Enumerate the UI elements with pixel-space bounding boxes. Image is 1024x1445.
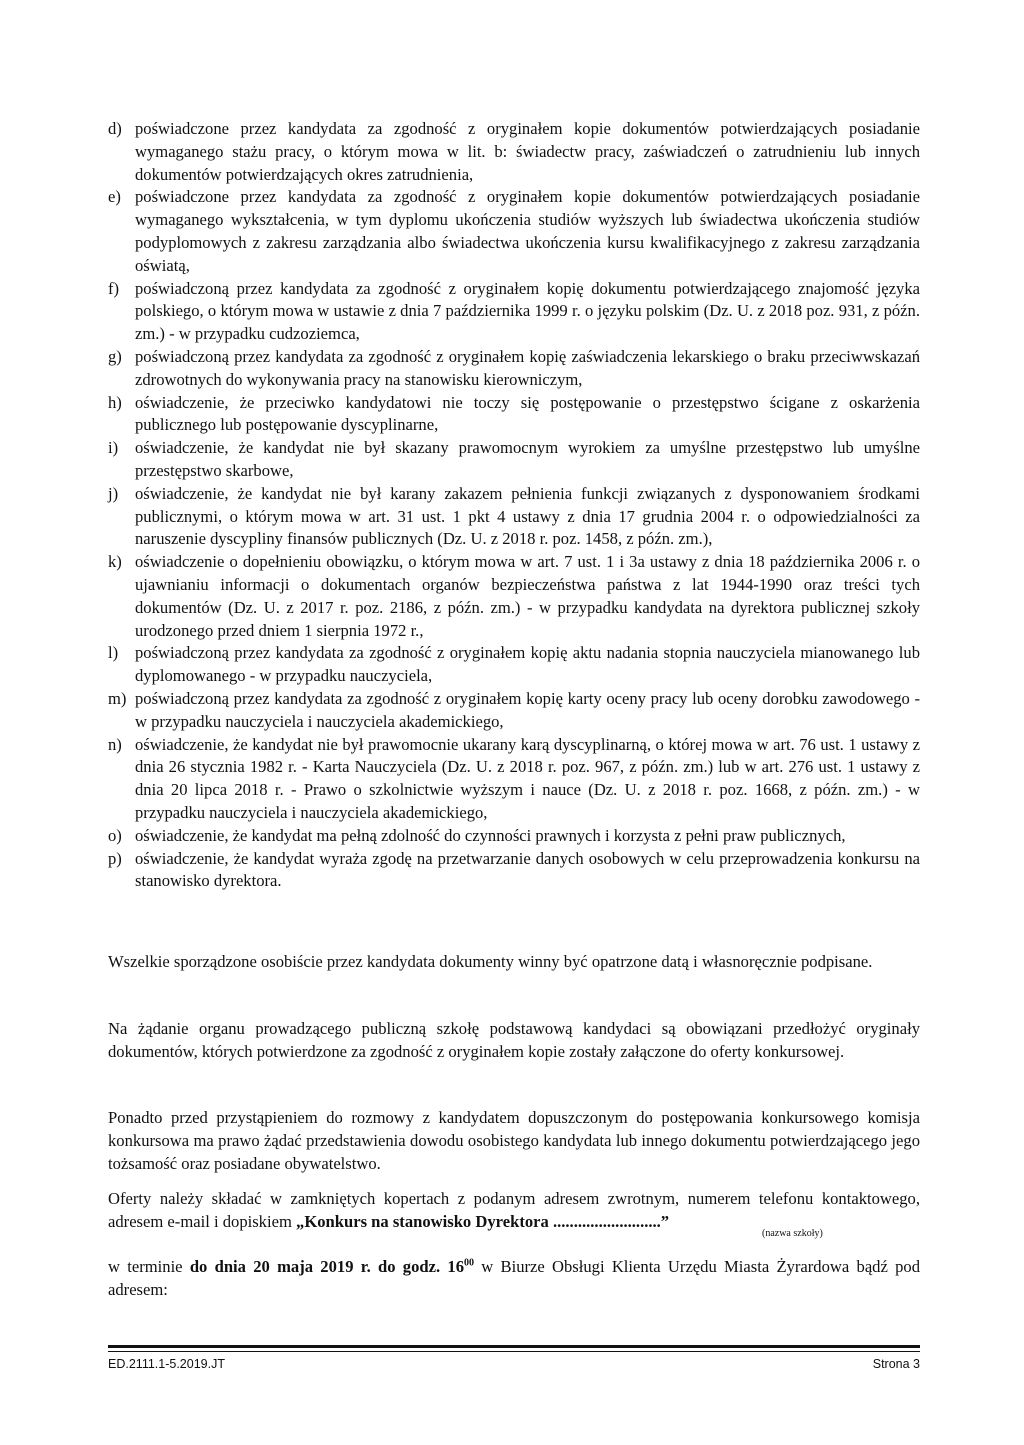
list-item [108,688,920,734]
list-item-label: d) [108,119,122,138]
list-item-text: poświadczoną przez kandydata za zgodność z oryginałem kopię zaświadczenia lekarskiego o braku przeciwwskazań zdrowotnych do wykonywania pracy na stanowisku kierowniczym, [135,346,920,389]
list-item [108,483,920,551]
submission-text-2: w terminie [108,1257,190,1276]
list-item-label: l) [108,643,119,663]
list-item-label: p) [108,848,122,868]
list-item-label: n) [108,734,122,754]
list-item-text: poświadczoną przez kandydata za zgodność z oryginałem kopię karty oceny pracy lub oceny dorobku zawodowego - w przypadku nauczyciela i nauczyciela akademickiego, [135,688,920,731]
list-item-text: poświadczone przez kandydata za zgodność z oryginałem kopie dokumentów potwierdzających posiadanie wymaganego stażu pracy, o którym mowa w lit. b: świadectw pracy, zaświadczeń o zatrudnieniu lub innych dokumentów potwierdzających okres zatrudnienia, [135,119,920,184]
list-item-label: j) [108,483,119,503]
paragraph-originals: Na żądanie organu prowadzącego publiczną szkołę podstawową kandydaci są obowiązani przedłożyć oryginały dokumentów, których potwierdzone za zgodność z oryginałem kopie zostały załączone do oferty konkursowej. [108,1019,920,1061]
list-item-label: f) [108,278,120,298]
list-item-label: k) [108,552,122,572]
list-item [108,848,920,894]
list-item-label: i) [108,438,119,458]
list-item-text: poświadczoną przez kandydata za zgodność z oryginałem kopię aktu nadania stopnia nauczyciela mianowanego lub dyplomowanego - w przypadku nauczyciela, [135,643,920,686]
page-number: Strona 3 [872,1357,920,1371]
list-item-label: g) [108,346,122,366]
list-item-text: oświadczenie, że kandydat wyraża zgodę na przetwarzanie danych osobowych w celu przeprowadzenia konkursu na stanowisko dyrektora. [135,848,920,891]
submission-deadline-sup: 00 [464,1257,474,1269]
list-item [108,346,920,392]
footer-rule-thin [108,1351,920,1352]
submission-bold-title: „Konkurs na stanowisko Dyrektora ..........................” [296,1212,670,1231]
list-item-text: poświadczoną przez kandydata za zgodność z oryginałem kopię dokumentu potwierdzającego znajomość języka polskiego, o którym mowa w ustawie z dnia 7 października 1999 r. o języku polskim (Dz. U. z 2018 poz. 931, z późn. zm.) - w przypadku cudzoziemca, [135,278,920,344]
document-reference: ED.2111.1-5.2019.JT [108,1357,225,1371]
footer-rule-thick [108,1345,920,1348]
list-item [108,734,920,825]
list-item-text: poświadczone przez kandydata za zgodność z oryginałem kopie dokumentów potwierdzających posiadanie wymaganego wykształcenia, w tym dyplomu ukończenia studiów wyższych lub świadectwa ukończenia studiów podyplomowych z zakresu zarządzania albo świadectwa ukończenia kursu kwalifikacyjnego z zakresu zarządzania oświatą, [135,187,920,275]
list-item-label: o) [108,825,122,845]
paragraph-signatures: Wszelkie sporządzone osobiście przez kandydata dokumenty winny być opatrzone datą i własnoręcznie podpisane. [108,952,873,971]
list-item [108,642,920,688]
submission-text-3: w Biurze Obsługi Klienta Urzędu Miasta Żyrardowa bądź pod adresem: [108,1257,920,1299]
list-item [108,186,920,277]
list-item [108,825,920,848]
list-item-text: oświadczenie, że przeciwko kandydatowi nie toczy się postępowanie o przestępstwo ścigane z oskarżenia publicznego lub postępowanie dyscyplinarne, [135,392,920,435]
list-item [108,551,920,642]
list-item-text: oświadczenie, że kandydat nie był karany zakazem pełnienia funkcji związanych z dysponowaniem środkami publicznymi, o którym mowa w art. 31 ust. 1 pkt 4 ustawy z dnia 17 grudnia 2004 r. o odpowiedzialności za naruszenie dyscypliny finansów publicznych (Dz. U. z 2018 r. poz. 1458, z późn. zm.), [135,483,920,549]
school-name-note: (nazwa szkoły) [762,1228,823,1239]
list-item [108,437,920,483]
list-item-label: e) [108,187,121,207]
list-item-label: h) [108,392,122,412]
list-item [108,392,920,438]
list-item [108,278,920,346]
list-item-text: oświadczenie, że kandydat ma pełną zdolność do czynności prawnych i korzysta z pełni praw publicznych, [135,825,846,845]
submission-deadline: do dnia 20 maja 2019 r. do godz. 16 [189,1257,464,1276]
list-item-label: m) [108,688,127,708]
list-item-text: oświadczenie, że kandydat nie był prawomocnie ukarany karą dyscyplinarną, o której mowa w art. 76 ust. 1 ustawy z dnia 26 stycznia 1982 r. - Karta Nauczyciela (Dz. U. z 2018 r. poz. 967, z późn. zm.) lub w art. 276 ust. 1 ustawy z dnia 20 lipca 2018 r. - Prawo o szkolnictwie wyższym i nauce (Dz. U. z 2018 r. poz. 1668, z późn. zm.) - w przypadku nauczyciela i nauczyciela akademickiego, [135,734,920,822]
paragraph-submission [108,1187,920,1301]
requirements-list [108,118,920,893]
list-item-text: oświadczenie o dopełnieniu obowiązku, o którym mowa w art. 7 ust. 1 i 3a ustawy z dnia 18 października 2006 r. o ujawnianiu informacji o dokumentach organów bezpieczeństwa państwa z lat 1944-1990 oraz treści tych dokumentów (Dz. U. z 2017 r. poz. 2186, z późn. zm.) - w przypadku kandydata na dyrektora publicznej szkoły urodzonego przed dniem 1 sierpnia 1972 r., [135,552,920,640]
list-item-text: oświadczenie, że kandydat nie był skazany prawomocnym wyrokiem za umyślne przestępstwo lub umyślne przestępstwo skarbowe, [135,438,920,480]
paragraph-identity: Ponadto przed przystąpieniem do rozmowy z kandydatem dopuszczonym do postępowania konkursowego komisja konkursowa ma prawo żądać przedstawienia dowodu osobistego kandydata lub innego dokumentu potwierdzającego jego tożsamość oraz posiadane obywatelstwo. [108,1108,920,1173]
submission-text-1: Oferty należy składać w zamkniętych kopertach z podanym adresem zwrotnym, numerem telefonu kontaktowego, adresem e-mail i dopiskiem [108,1189,920,1231]
list-item [108,118,920,186]
